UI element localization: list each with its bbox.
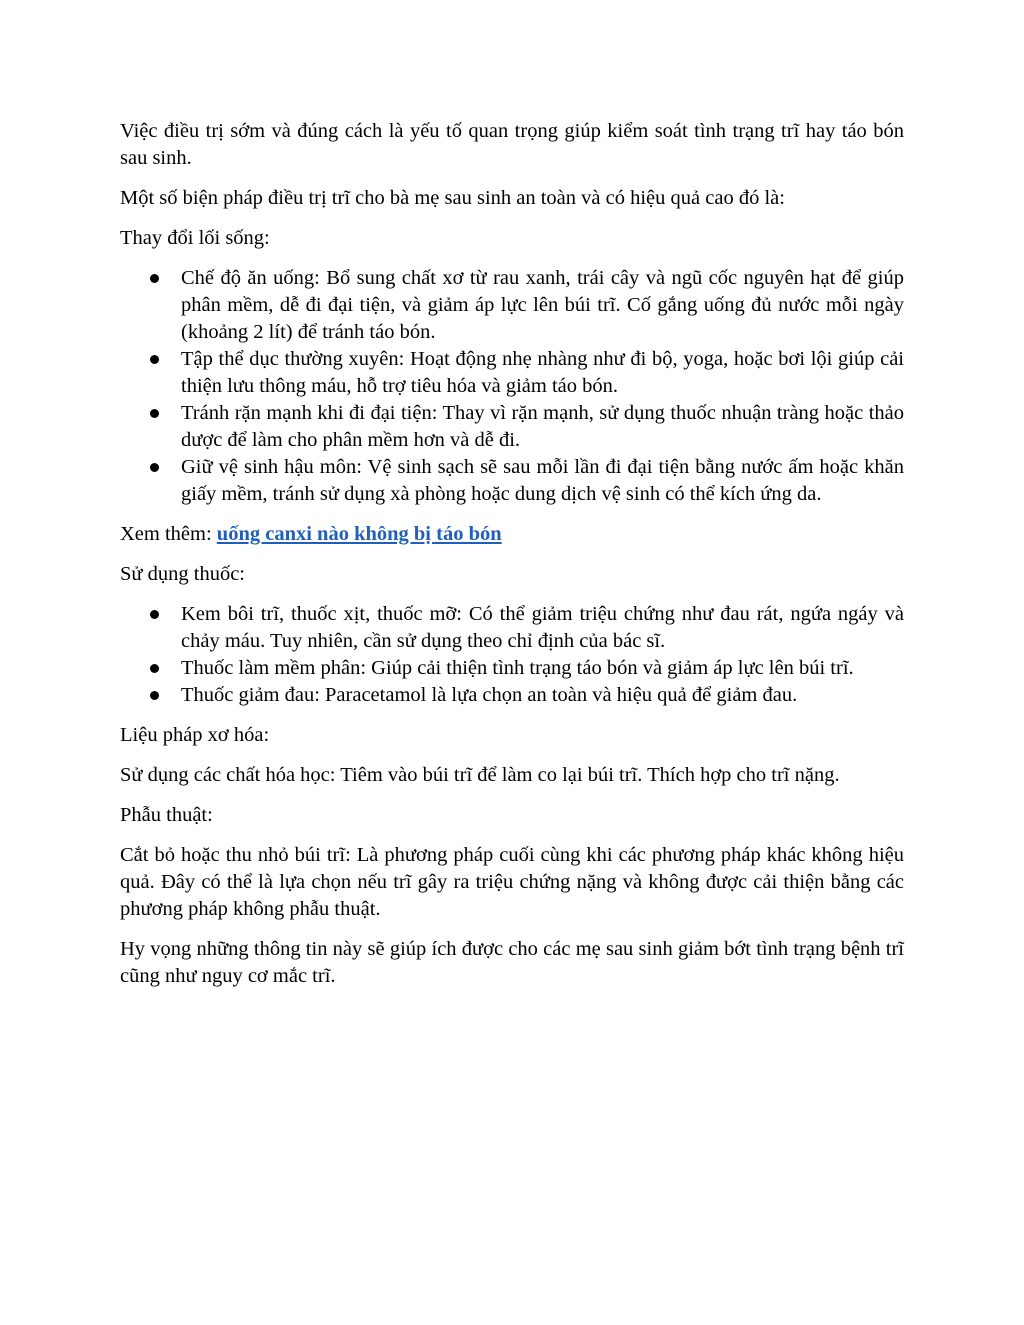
list-item-text: Kem bôi trĩ, thuốc xịt, thuốc mỡ: Có thể giảm triệu chứng như đau rát, ngứa ngáy và chảy máu. Tuy nhiên, cần sử dụng theo chỉ định của bác sĩ. (181, 603, 904, 652)
measures-intro: Một số biện pháp điều trị trĩ cho bà mẹ sau sinh an toàn và có hiệu quả cao đó là: (120, 187, 785, 209)
list-item (120, 682, 904, 709)
list-item (120, 400, 904, 454)
list-item-text: Tránh rặn mạnh khi đi đại tiện: Thay vì rặn mạnh, sử dụng thuốc nhuận tràng hoặc thảo dược để làm cho phân mềm hơn và dễ đi. (181, 402, 904, 451)
closing-paragraph: Hy vọng những thông tin này sẽ giúp ích được cho các mẹ sau sinh giảm bớt tình trạng bệnh trĩ cũng như nguy cơ mắc trĩ. (120, 938, 904, 987)
bullet-icon (150, 463, 159, 472)
list-item (120, 454, 904, 508)
bullet-icon (150, 610, 159, 619)
surgery-paragraph: Cắt bỏ hoặc thu nhỏ búi trĩ: Là phương pháp cuối cùng khi các phương pháp khác không hiệu quả. Đây có thể là lựa chọn nếu trĩ gây ra triệu chứng nặng và không được cải thiện bằng các phương pháp không phẫu thuật. (120, 844, 904, 920)
lifestyle-list (120, 265, 904, 508)
bullet-icon (150, 409, 159, 418)
heading-surgery: Phẫu thuật: (120, 804, 213, 826)
medicine-list (120, 601, 904, 709)
list-item-text: Thuốc giảm đau: Paracetamol là lựa chọn an toàn và hiệu quả để giảm đau. (181, 684, 798, 706)
list-item-text: Tập thể dục thường xuyên: Hoạt động nhẹ nhàng như đi bộ, yoga, hoặc bơi lội giúp cải thiện lưu thông máu, hỗ trợ tiêu hóa và giảm táo bón. (181, 348, 904, 397)
list-item (120, 655, 904, 682)
heading-medicine: Sử dụng thuốc: (120, 563, 246, 585)
list-item-text: Giữ vệ sinh hậu môn: Vệ sinh sạch sẽ sau mỗi lần đi đại tiện bằng nước ấm hoặc khăn giấy mềm, tránh sử dụng xà phòng hoặc dung dịch vệ sinh có thể kích ứng da. (181, 456, 904, 505)
list-item (120, 346, 904, 400)
list-item (120, 265, 904, 346)
bullet-icon (150, 274, 159, 283)
bullet-icon (150, 664, 159, 673)
list-item-text: Chế độ ăn uống: Bổ sung chất xơ từ rau xanh, trái cây và ngũ cốc nguyên hạt để giúp phân mềm, dễ đi đại tiện, và giảm áp lực lên búi trĩ. Cố gắng uống đủ nước mỗi ngày (khoảng 2 lít) để tránh táo bón. (181, 267, 904, 343)
intro-paragraph: Việc điều trị sớm và đúng cách là yếu tố quan trọng giúp kiểm soát tình trạng trĩ hay táo bón sau sinh. (120, 120, 904, 169)
document-page (120, 118, 904, 1003)
list-item (120, 601, 904, 655)
see-more-label: Xem thêm: (120, 523, 217, 545)
sclerotherapy-paragraph: Sử dụng các chất hóa học: Tiêm vào búi trĩ để làm co lại búi trĩ. Thích hợp cho trĩ nặng. (120, 764, 840, 786)
heading-lifestyle: Thay đổi lối sống: (120, 227, 270, 249)
heading-sclerotherapy: Liệu pháp xơ hóa: (120, 724, 270, 746)
bullet-icon (150, 355, 159, 364)
see-more-link[interactable]: uống canxi nào không bị táo bón (216, 523, 502, 545)
bullet-icon (150, 691, 159, 700)
list-item-text: Thuốc làm mềm phân: Giúp cải thiện tình trạng táo bón và giảm áp lực lên búi trĩ. (181, 657, 854, 679)
see-more (120, 521, 904, 548)
